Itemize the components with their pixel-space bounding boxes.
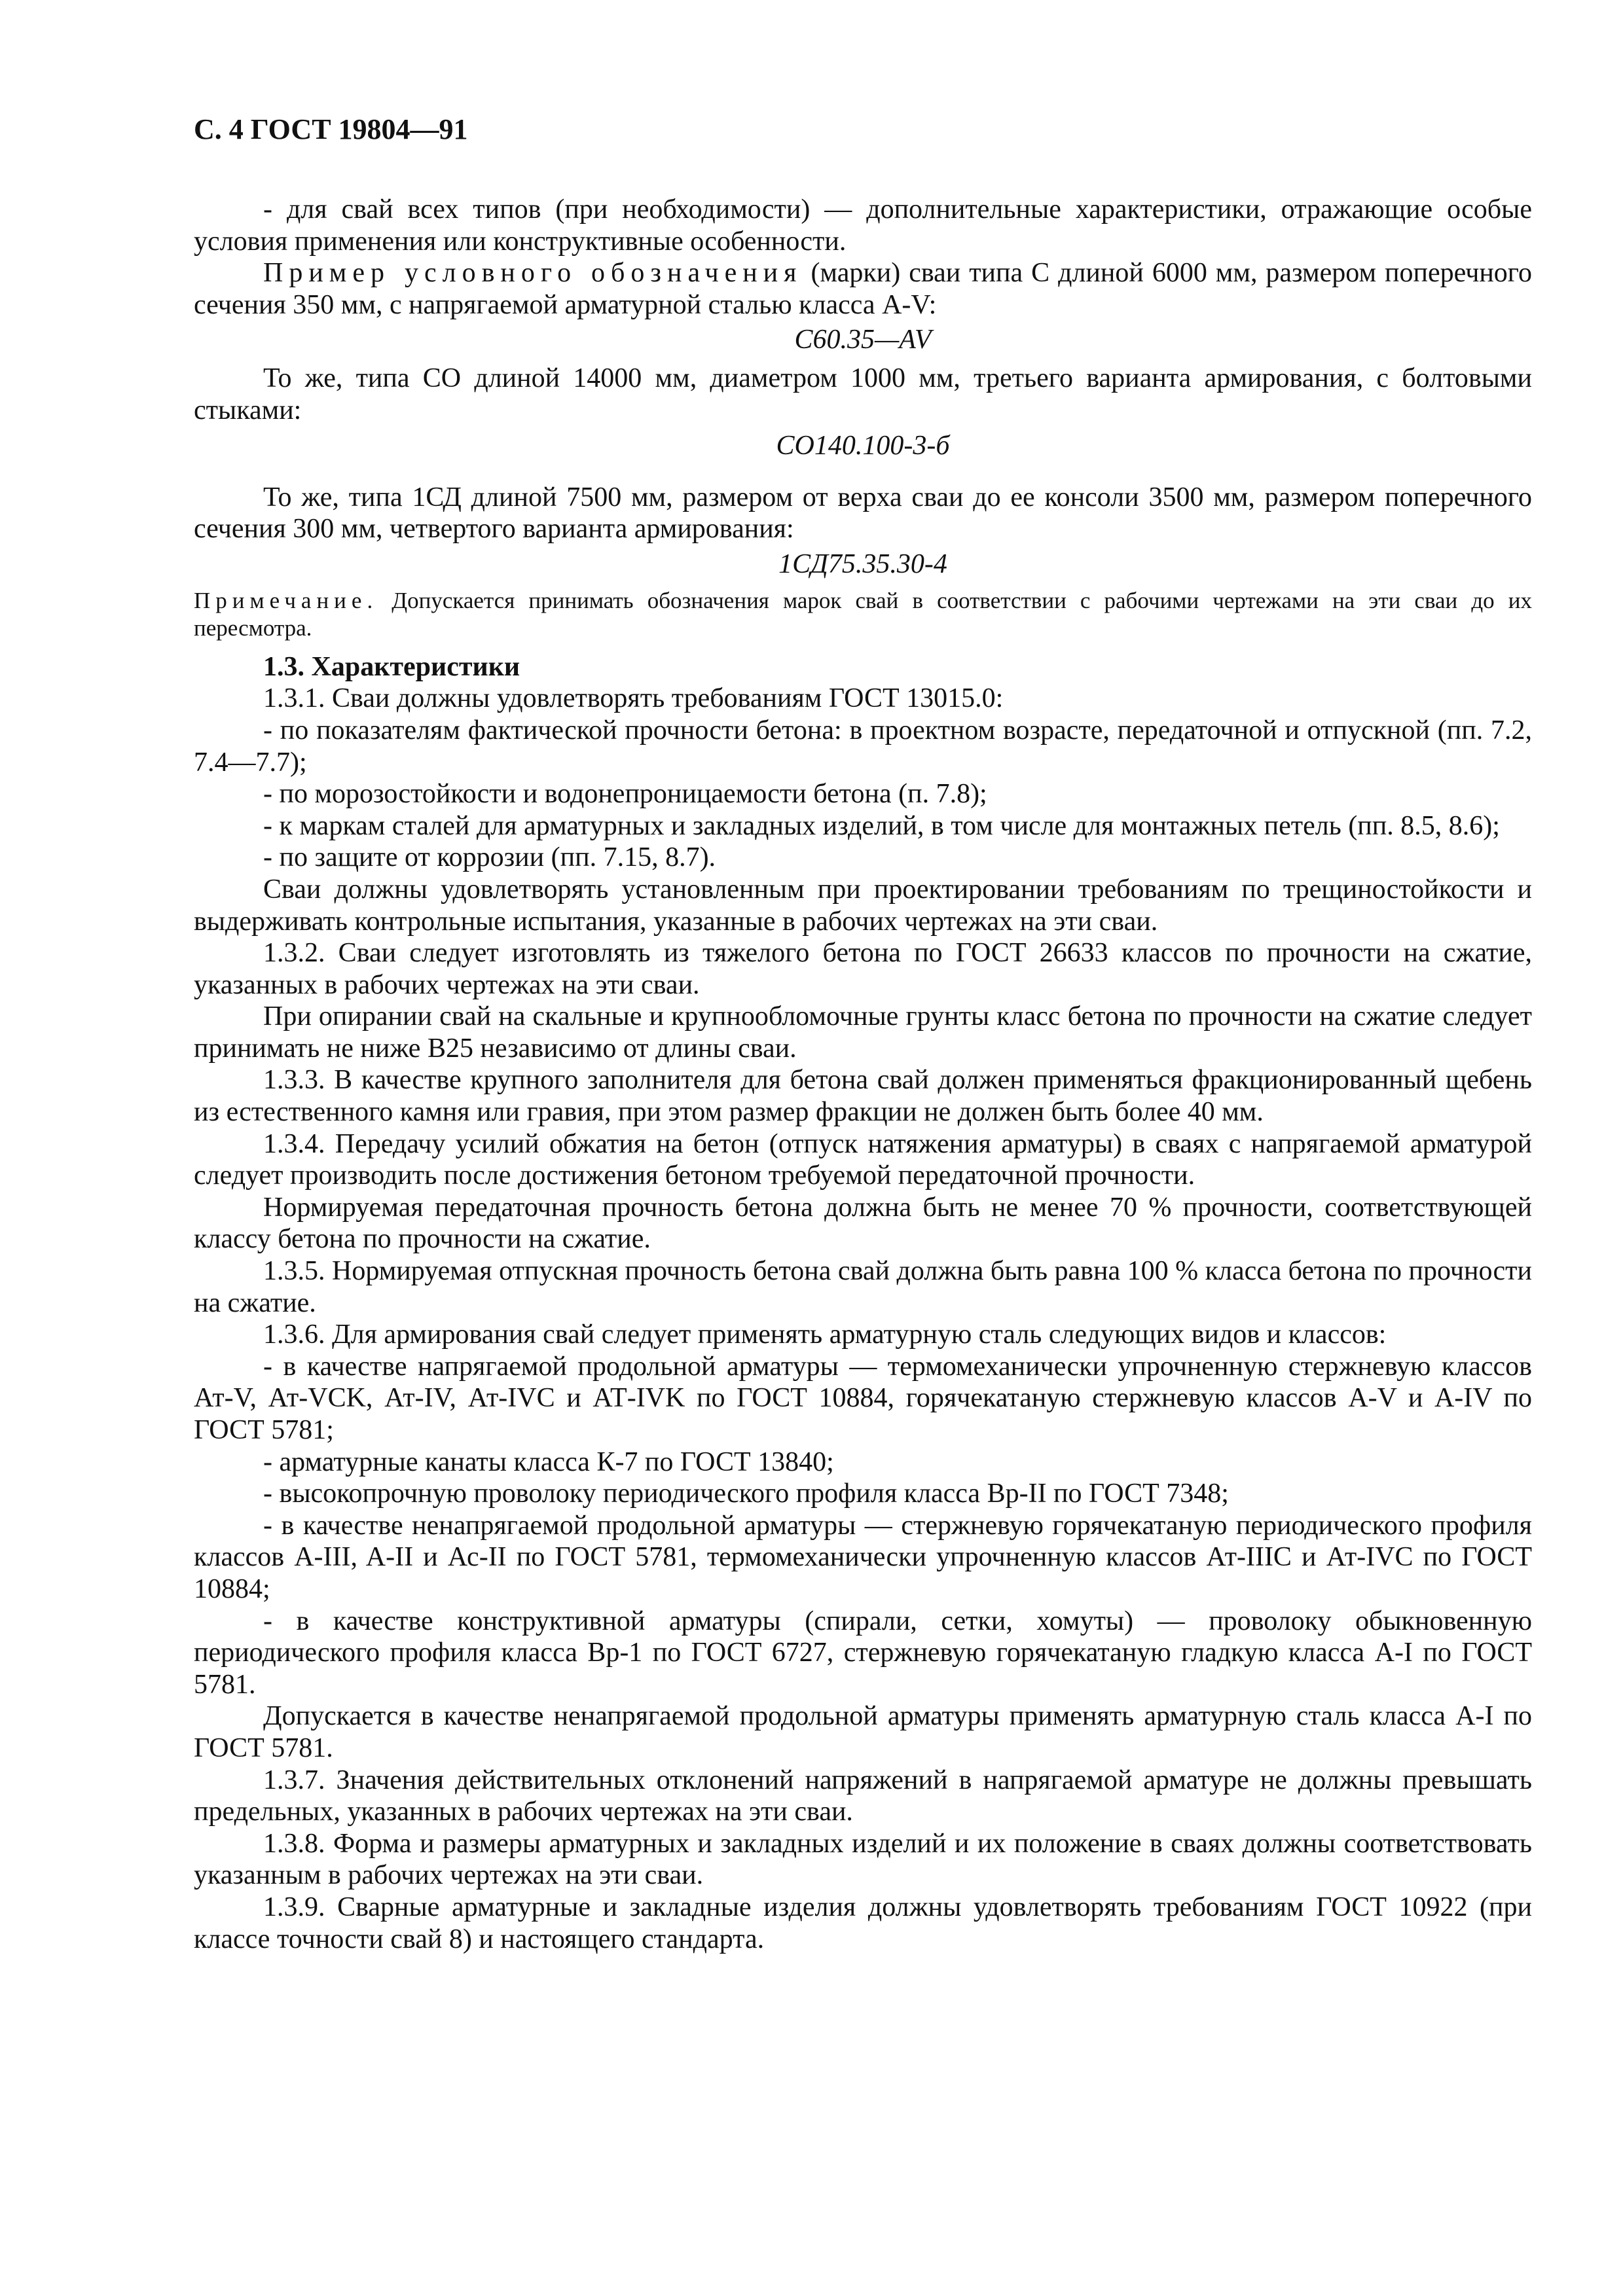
list-item: - арматурные канаты класса К-7 по ГОСТ 13840;	[263, 1446, 834, 1477]
example-lead: Пример условного обозначения	[263, 258, 803, 289]
paragraph: То же, типа 1СД длиной 7500 мм, размером от верха сваи до ее консоли 3500 мм, размером поперечного сечения 300 мм, четвертого варианта армирования:	[194, 482, 1532, 545]
paragraph-example	[194, 257, 1532, 321]
paragraph: 1.3.5. Нормируемая отпускная прочность бетона свай должна быть равна 100 % класса бетона по прочности на сжатие.	[194, 1256, 1532, 1318]
paragraph: Сваи должны удовлетворять установленным при проектировании требованиям по трещиностойкости и выдерживать контрольные испытания, указанные в рабочих чертежах на эти сваи.	[194, 874, 1532, 937]
paragraph: 1.3.3. В качестве крупного заполнителя для бетона свай должен применяться фракционированный щебень из естественного камня или гравия, при этом размер фракции не должен быть более 40 мм.	[194, 1065, 1532, 1128]
paragraph: 1.3.4. Передачу усилий обжатия на бетон (отпуск натяжения арматуры) в сваях с напрягаемой арматурой следует производить после достижения бетоном требуемой передаточной прочности.	[194, 1128, 1532, 1191]
paragraph: 1.3.1. Сваи должны удовлетворять требованиям ГОСТ 13015.0:	[263, 683, 1004, 714]
list-item: - в качестве конструктивной арматуры (спирали, сетки, хомуты) — проволоку обыкновенную периодического профиля класса Вр-1 по ГОСТ 6727, стержневую горячекатаную гладкую класса A-I по ГОСТ 5781.	[194, 1605, 1532, 1700]
paragraph: 1.3.6. Для армирования свай следует применять арматурную сталь следующих видов и классов:	[263, 1319, 1387, 1350]
list-item: - в качестве ненапрягаемой продольной арматуры — стержневую горячекатаную периодического профиля классов A-III, A-II и Ас-II по ГОСТ 5781, термомеханически упрочненную классов Ат-IIIC и Ат-IVC по ГОСТ 10884;	[194, 1510, 1532, 1604]
paragraph: То же, типа СО длиной 14000 мм, диаметром 1000 мм, третьего варианта армирования, с болтовыми стыками:	[194, 363, 1532, 425]
designation-formula: 1СД75.35.30-4	[778, 548, 947, 579]
paragraph: Нормируемая передаточная прочность бетона должна быть не менее 70 % прочности, соответствующей классу бетона по прочности на сжатие.	[194, 1192, 1532, 1255]
paragraph: Допускается в качестве ненапрягаемой продольной арматуры применять арматурную сталь класса A-I по ГОСТ 5781.	[194, 1701, 1532, 1763]
designation-formula: СО140.100-3-б	[776, 430, 950, 461]
list-item: - по морозостойкости и водонепроницаемости бетона (п. 7.8);	[263, 779, 987, 810]
list-item: - высокопрочную проволоку периодического профиля класса Вр-II по ГОСТ 7348;	[263, 1479, 1229, 1509]
paragraph: 1.3.2. Сваи следует изготовлять из тяжелого бетона по ГОСТ 26633 классов по прочности на сжатие, указанных в рабочих чертежах на эти сваи.	[194, 938, 1532, 1000]
note-text: Допускается принимать обозначения марок свай в соответствии с рабочими чертежами на эти сваи до их пересмотра.	[194, 587, 1532, 641]
note	[194, 587, 1532, 642]
page-body	[194, 194, 1532, 1955]
paragraph: При опирании свай на скальные и крупнообломочные грунты класс бетона по прочности на сжатие следует принимать не ниже В25 независимо от длины сваи.	[194, 1001, 1532, 1064]
note-label: Примечание.	[194, 587, 378, 613]
example-text: (марки) сваи типа С длиной 6000 мм, размером поперечного сечения 350 мм, с напрягаемой арматурной сталью класса A-V:	[194, 258, 1532, 320]
designation-formula: С60.35—AV	[794, 325, 932, 355]
page-header: С. 4 ГОСТ 19804—91	[194, 113, 468, 145]
list-item: - в качестве напрягаемой продольной арматуры — термомеханически упрочненную стержневую классов Ат-V, Ат-VCK, Ат-IV, Ат-IVC и АТ-IVK по ГОСТ 10884, горячекатаную стержневую классов A-V и A-IV по ГОСТ 5781;	[194, 1351, 1532, 1445]
paragraph: 1.3.8. Форма и размеры арматурных и закладных изделий и их положение в сваях должны соответствовать указанным в рабочих чертежах на эти сваи.	[194, 1828, 1532, 1891]
list-item: - по защите от коррозии (пп. 7.15, 8.7).	[263, 842, 716, 873]
list-item: - к маркам сталей для арматурных и закладных изделий, в том числе для монтажных петель (пп. 8.5, 8.6);	[263, 810, 1500, 841]
paragraph: 1.3.9. Сварные арматурные и закладные изделия должны удовлетворять требованиям ГОСТ 10922 (при классе точности свай 8) и настоящего стандарта.	[194, 1892, 1532, 1954]
section-heading: 1.3. Характеристики	[263, 651, 520, 682]
list-item: - по показателям фактической прочности бетона: в проектном возрасте, передаточной и отпускной (пп. 7.2, 7.4—7.7);	[194, 715, 1532, 778]
paragraph: - для свай всех типов (при необходимости) — дополнительные характеристики, отражающие особые условия применения или конструктивные особенности.	[194, 194, 1532, 257]
paragraph: 1.3.7. Значения действительных отклонений напряжений в напрягаемой арматуре не должны превышать предельных, указанных в рабочих чертежах на эти сваи.	[194, 1765, 1532, 1827]
